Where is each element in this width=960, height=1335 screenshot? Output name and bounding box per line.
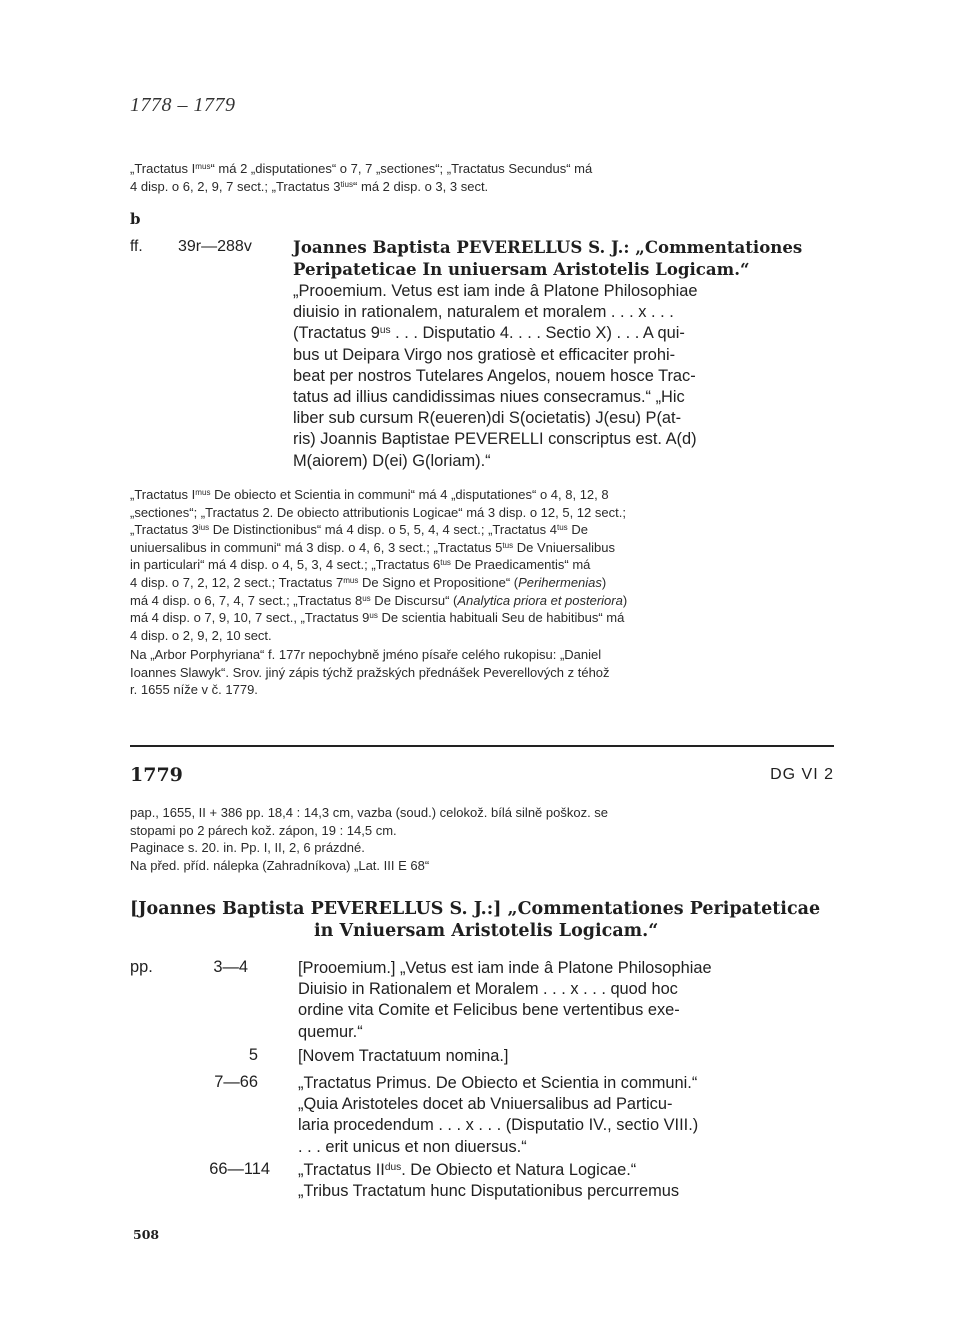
toc-pages: 7—66 bbox=[214, 1073, 258, 1091]
entry-number: 1779 bbox=[130, 764, 183, 786]
structure-line: „sectiones“; „Tractatus 2. De obiecto attributionis Logicae“ má 3 disp. o 12, 5, 12 sect.; bbox=[130, 504, 626, 520]
description-line: stopami po 2 párech kož. zápon, 19 : 14,5 cm. bbox=[130, 822, 397, 838]
structure-line: má 4 disp. o 6, 7, 4, 7 sect.; „Tractatus $8^{us}$ De Discursu“ (Analytica priora et posteriora) bbox=[130, 592, 628, 608]
description-line: Paginace s. 20. in. Pp. I, II, 2, 6 prázdné. bbox=[130, 840, 365, 856]
description-line: pap., 1655, II + 386 pp. 18,4 : 14,3 cm, vazba (soud.) celokož. bílá silně poškoz. se bbox=[130, 805, 609, 820]
body-line: tatus ad illius candidissimas niues consecramus.“ „Hic bbox=[293, 388, 685, 407]
toc-line: ordine vita Comite et Felicibus bene vertentibus exe- bbox=[298, 1001, 680, 1020]
structure-line: 4 disp. o 7, 2, 12, 2 sect.; Tractatus $7^{mus}$ De Signo et Propositione“ (Perihermenias) bbox=[130, 574, 607, 590]
toc-line: „Tractatus Primus. De Obiecto et Scientia in communi.“ bbox=[298, 1074, 698, 1092]
title-line: Peripateticae In uniuersam Aristotelis Logicam.“ bbox=[293, 259, 750, 279]
intro-structure-note bbox=[130, 160, 834, 195]
body-line: „Prooemium. Vetus est iam inde â Platone Philosophiae bbox=[293, 282, 698, 300]
toc-pages: 5 bbox=[248, 1046, 258, 1064]
toc-line: [Novem Tractatuum nomina.] bbox=[298, 1047, 509, 1065]
body-line: beat per nostros Tutelares Angelos, nouem hosce Trac- bbox=[293, 366, 696, 385]
part-b-block bbox=[293, 236, 834, 472]
intro-line: 4 disp. o 6, 2, 9, 7 sect.; „Tractatus $3^{tius}“$ má 2 disp. o 3, 3 sect. bbox=[130, 178, 489, 194]
toc-line: quemur.“ bbox=[298, 1022, 363, 1041]
part-b-structure bbox=[130, 486, 834, 644]
running-head: 1778 – 1779 bbox=[130, 94, 236, 116]
toc-line: [Prooemium.] „Vetus est iam inde â Platone Philosophiae bbox=[298, 959, 712, 977]
structure-line: má 4 disp. o 7, 9, 10, 7 sect., „Tractatus $9^{us}$ De scientia habituali Seu de habitibus“ má bbox=[130, 610, 625, 626]
part-b-note bbox=[130, 646, 834, 699]
page-number: 508 bbox=[133, 1227, 160, 1242]
toc-line: „Tribus Tractatum hunc Disputationibus percurremus bbox=[298, 1182, 680, 1201]
description-line: Na před. příd. nálepka (Zahradníkova) „Lat. III E 68“ bbox=[130, 857, 430, 873]
pages-label: pp. bbox=[130, 958, 153, 976]
title-line: Joannes Baptista PEVERELLUS S. J.: „Commentationes bbox=[293, 237, 803, 257]
structure-line: uniuersalibus in communi“ má 3 disp. o 4, 6, 3 sect.; „Tractatus $5^{tus}$ De Vniuersalibus bbox=[130, 539, 615, 555]
part-b-title bbox=[293, 236, 834, 280]
toc-line: „Tractatus $II^{dus}$. De Obiecto et Natura Logicae.“ bbox=[298, 1161, 637, 1179]
entry-divider bbox=[130, 745, 834, 747]
structure-line: 4 disp. o 2, 9, 2, 10 sect. bbox=[130, 627, 272, 643]
body-line: diuisio in rationalem, naturalem et moralem . . . x . . . bbox=[293, 303, 674, 322]
work-title bbox=[130, 898, 834, 942]
note-line: r. 1655 níže v č. 1779. bbox=[130, 682, 258, 698]
toc-line: . . . erit unicus et non diuersus.“ bbox=[298, 1137, 527, 1156]
toc-entry bbox=[298, 1073, 834, 1158]
body-line: bus ut Deipara Virgo nos gratiosè et efficaciter prohi- bbox=[293, 345, 676, 364]
work-title-line: [Joannes Baptista PEVERELLUS S. J.:] „Commentationes Peripateticae bbox=[130, 899, 821, 919]
toc-line: Diuisio in Rationalem et Moralem . . . x . . . quod hoc bbox=[298, 980, 678, 999]
toc-line: „Quia Aristoteles docet ab Vniuersalibus ad Particu- bbox=[298, 1095, 673, 1114]
toc-pages: 3—4 bbox=[213, 958, 248, 976]
body-line: liber sub cursum R(eueren)di S(ocietatis) J(esu) P(at- bbox=[293, 409, 682, 428]
note-line: Na „Arbor Porphyriana“ f. 177r nepochybně jméno písaře celého rukopisu: „Daniel bbox=[130, 647, 602, 662]
shelf-signature: DG VI 2 bbox=[770, 766, 834, 783]
toc-entry bbox=[298, 958, 834, 1043]
body-line: (Tractatus $9^{us}$ . . . Disputatio 4. . . . Sectio X) . . . A qui- bbox=[293, 324, 685, 343]
toc-line: laria procedendum . . . x . . . (Disputatio IV., sectio VIII.) bbox=[298, 1116, 699, 1135]
structure-line: „Tractatus $3^{ius}$ De Distinctionibus“ má 4 disp. o 5, 5, 4, 4 sect.; „Tractatus $4^{tus}$ De bbox=[130, 522, 588, 538]
toc-entry bbox=[298, 1160, 834, 1202]
body-line: ris) Joannis Baptistae PEVERELLI conscriptus est. A(d) bbox=[293, 430, 697, 449]
part-marker: b bbox=[130, 210, 141, 228]
structure-line: in particulari“ má 4 disp. o 4, 5, 3, 4 sect.; „Tractatus $6^{tus}$ De Praedicamentis“ má bbox=[130, 557, 591, 573]
ff-label: ff. bbox=[130, 238, 143, 255]
intro-line: „Tractatus $I^{mus}“$ má 2 „disputationes“ o 7, 7 „sectiones“; „Tractatus Secundus“ má bbox=[130, 161, 593, 176]
toc-entry bbox=[298, 1046, 834, 1067]
toc-pages: 66—114 bbox=[209, 1160, 270, 1178]
note-line: Ioannes Slawyk“. Srov. jiný zápis týchž pražských přednášek Peverellových z téhož bbox=[130, 664, 610, 680]
physical-description bbox=[130, 804, 834, 874]
part-b-incipit bbox=[293, 281, 834, 472]
body-line: M(aiorem) D(ei) G(loriam).“ bbox=[293, 451, 491, 470]
folio-range: 39r—288v bbox=[178, 238, 252, 255]
structure-line: „Tractatus $I^{mus}$ De obiecto et Scientia in communi“ má 4 „disputationes“ o 4, 8, 12, 8 bbox=[130, 487, 609, 502]
work-title-line: in Vniuersam Aristotelis Logicam.“ bbox=[314, 921, 659, 941]
